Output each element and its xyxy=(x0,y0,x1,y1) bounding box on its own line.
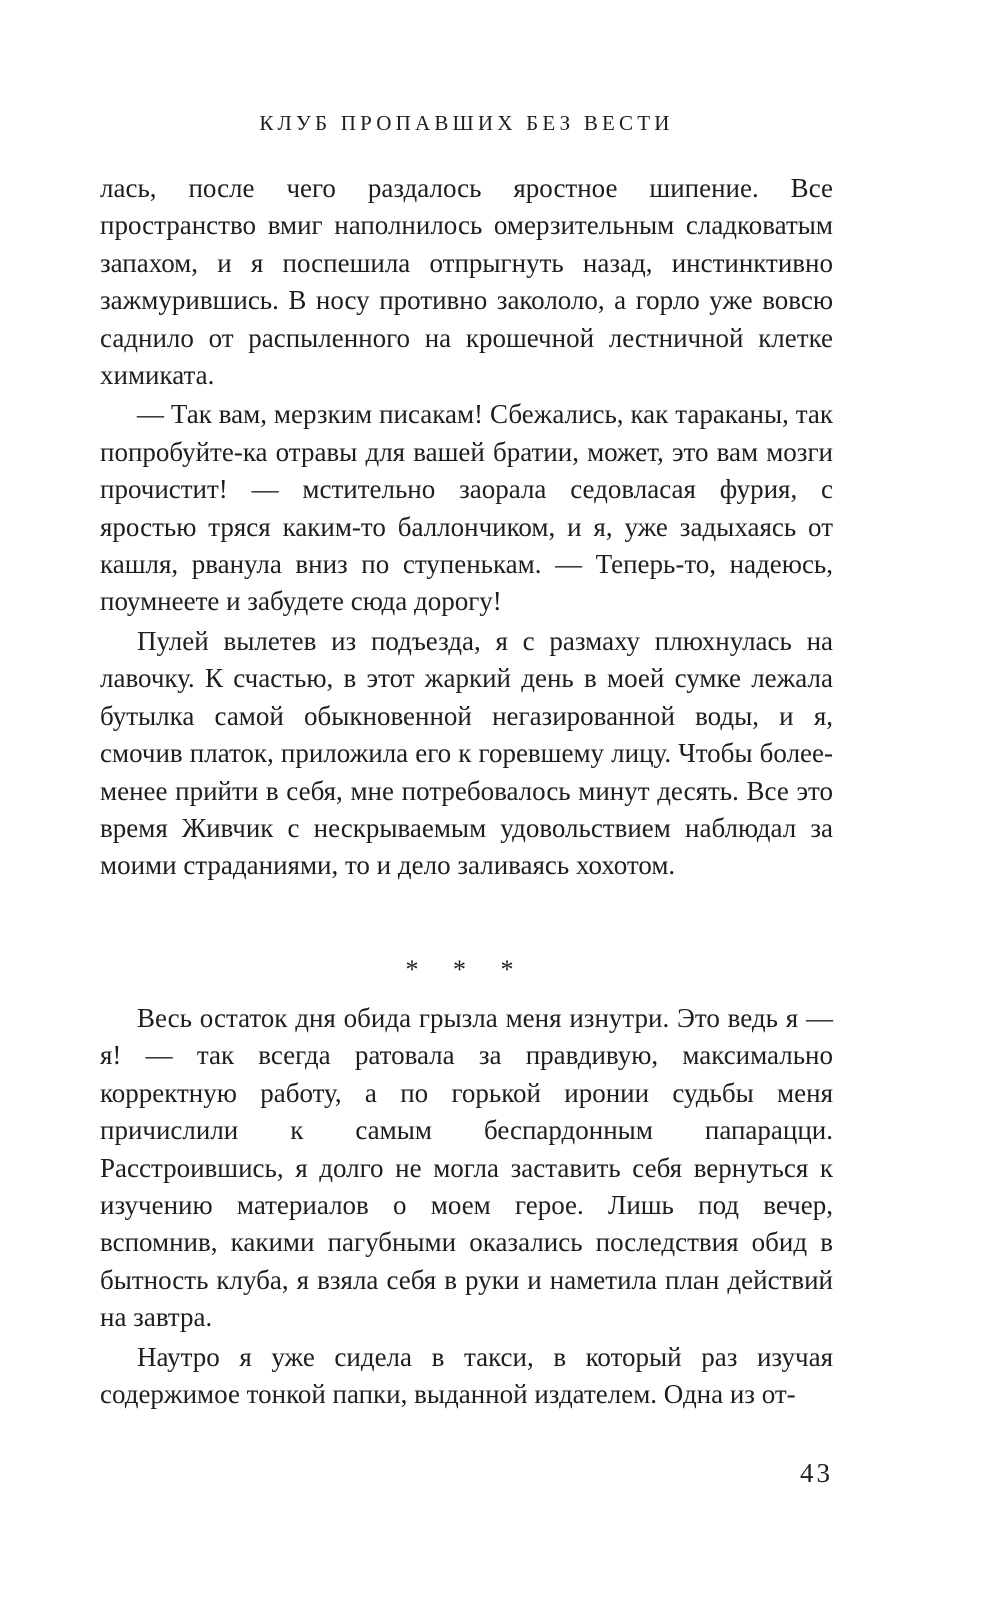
paragraph: Весь остаток дня обида грызла меня изнутри. Это ведь я — я! — так всегда ратовала за правдивую, максимально корректную работу, а по горькой иронии судьбы меня причислили к самым беспардонным папарацци. Расстроившись, я долго не могла заставить себя вернуться к изучению материалов о моем герое. Лишь под вечер, вспомнив, какими пагубными оказались последствия обид в бытность клуба, я взяла себя в руки и наметила план действий на завтра. xyxy=(100,1003,833,1333)
paragraph-dialogue: — Так вам, мерзким писакам! Сбежались, как тараканы, так попробуйте-ка отравы для вашей братии, может, это вам мозги прочистит! — мстительно заорала седовласая фурия, с яростью тряся каким-то баллончиком, и я, уже задыхаясь от кашля, рванула вниз по ступенькам. — Теперь-то, надеюсь, поумнеете и забудете сюда дорогу! xyxy=(100,399,833,617)
page-number: 43 xyxy=(800,1458,833,1488)
paragraph-continuation: лась, после чего раздалось яростное шипение. Все пространство вмиг наполнилось омерзительным сладковатым запахом, и я поспешила отпрыгнуть назад, инстинктивно зажмурившись. В носу противно закололо, а горло уже вовсю саднило от распыленного на крошечной лестничной клетке химиката. xyxy=(100,173,833,391)
section-break: * * * xyxy=(405,955,528,984)
text-block-before-break xyxy=(100,170,833,885)
text-block-after-break xyxy=(100,1000,833,1413)
paragraph: Наутро я уже сидела в такси, в который раз изучая содержимое тонкой папки, выданной издателем. Одна из от- xyxy=(100,1341,833,1410)
running-head-title: КЛУБ ПРОПАВШИХ БЕЗ ВЕСТИ xyxy=(259,111,674,135)
paragraph: Пулей вылетев из подъезда, я с размаху плюхнулась на лавочку. К счастью, в этот жаркий день в моей сумке лежала бутылка самой обыкновенной негазированной воды, и я, смочив платок, приложила его к горевшему лицу. Чтобы более-менее прийти в себя, мне потребовалось минут десять. Все это время Живчик с нескрываемым удовольствием наблюдал за моими страданиями, то и дело заливаясь хохотом. xyxy=(100,625,833,881)
